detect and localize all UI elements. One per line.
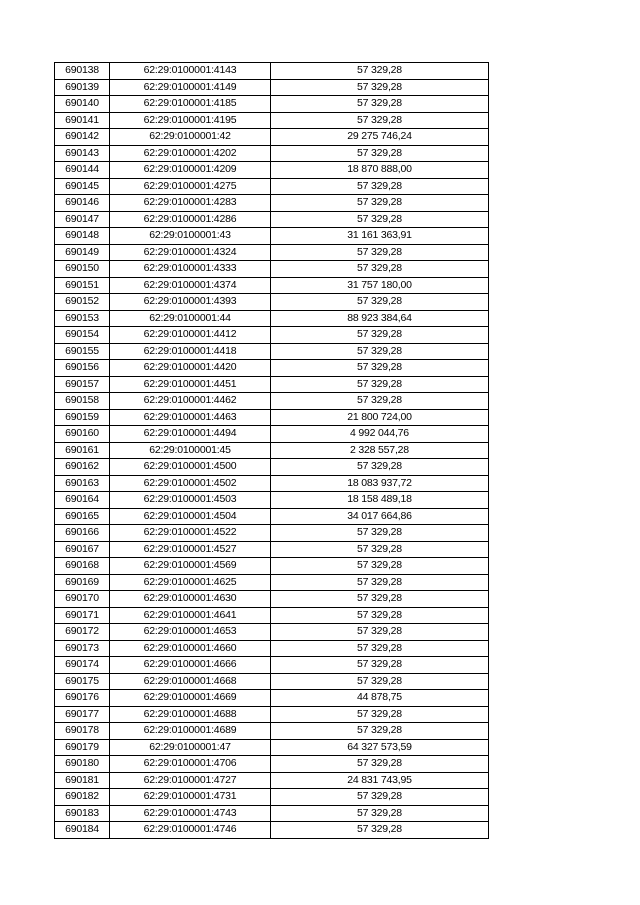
cadastral-value-cell: 57 329,28: [271, 195, 489, 212]
cadastral-value-cell: 57 329,28: [271, 294, 489, 311]
cadastral-value-cell: 57 329,28: [271, 574, 489, 591]
row-number-cell: 690142: [55, 129, 110, 146]
row-number-cell: 690180: [55, 756, 110, 773]
row-number-cell: 690144: [55, 162, 110, 179]
cadastral-value-cell: 88 923 384,64: [271, 310, 489, 327]
cadastral-number-cell: 62:29:0100001:4503: [110, 492, 271, 509]
row-number-cell: 690168: [55, 558, 110, 575]
cadastral-value-cell: 57 329,28: [271, 723, 489, 740]
cadastral-number-cell: 62:29:0100001:44: [110, 310, 271, 327]
row-number-cell: 690156: [55, 360, 110, 377]
cadastral-value-cell: 57 329,28: [271, 63, 489, 80]
row-number-cell: 690143: [55, 145, 110, 162]
cadastral-number-cell: 62:29:0100001:43: [110, 228, 271, 245]
cadastral-value-cell: 57 329,28: [271, 343, 489, 360]
table-row: [55, 541, 489, 558]
cadastral-value-cell: 57 329,28: [271, 640, 489, 657]
row-number-cell: 690176: [55, 690, 110, 707]
row-number-cell: 690167: [55, 541, 110, 558]
cadastral-value-cell: 29 275 746,24: [271, 129, 489, 146]
row-number-cell: 690173: [55, 640, 110, 657]
row-number-cell: 690183: [55, 805, 110, 822]
table-row: [55, 63, 489, 80]
row-number-cell: 690152: [55, 294, 110, 311]
cadastral-number-cell: 62:29:0100001:4324: [110, 244, 271, 261]
cadastral-value-cell: 18 870 888,00: [271, 162, 489, 179]
cadastral-number-cell: 62:29:0100001:4669: [110, 690, 271, 707]
table-row: [55, 706, 489, 723]
cadastral-number-cell: 62:29:0100001:4653: [110, 624, 271, 641]
row-number-cell: 690165: [55, 508, 110, 525]
cadastral-number-cell: 62:29:0100001:4668: [110, 673, 271, 690]
cadastral-number-cell: 62:29:0100001:4275: [110, 178, 271, 195]
cadastral-number-cell: 62:29:0100001:4333: [110, 261, 271, 278]
table-row: [55, 393, 489, 410]
cadastral-value-cell: 57 329,28: [271, 805, 489, 822]
row-number-cell: 690164: [55, 492, 110, 509]
row-number-cell: 690175: [55, 673, 110, 690]
table-row: [55, 376, 489, 393]
cadastral-number-cell: 62:29:0100001:4374: [110, 277, 271, 294]
cadastral-value-cell: 2 328 557,28: [271, 442, 489, 459]
table-row: [55, 475, 489, 492]
cadastral-number-cell: 62:29:0100001:4494: [110, 426, 271, 443]
table-row: [55, 261, 489, 278]
row-number-cell: 690166: [55, 525, 110, 542]
cadastral-number-cell: 62:29:0100001:4195: [110, 112, 271, 129]
table-row: [55, 789, 489, 806]
table-row: [55, 360, 489, 377]
table-row: [55, 442, 489, 459]
cadastral-value-cell: 64 327 573,59: [271, 739, 489, 756]
table-row: [55, 756, 489, 773]
cadastral-value-cell: 57 329,28: [271, 360, 489, 377]
cadastral-number-cell: 62:29:0100001:4463: [110, 409, 271, 426]
cadastral-value-cell: 57 329,28: [271, 96, 489, 113]
cadastral-value-cell: 44 878,75: [271, 690, 489, 707]
table-row: [55, 244, 489, 261]
table-row: [55, 112, 489, 129]
cadastral-number-cell: 62:29:0100001:4143: [110, 63, 271, 80]
cadastral-number-cell: 62:29:0100001:4731: [110, 789, 271, 806]
table-row: [55, 145, 489, 162]
cadastral-value-cell: 57 329,28: [271, 112, 489, 129]
cadastral-value-cell: 18 158 489,18: [271, 492, 489, 509]
row-number-cell: 690179: [55, 739, 110, 756]
cadastral-value-cell: 31 161 363,91: [271, 228, 489, 245]
row-number-cell: 690174: [55, 657, 110, 674]
cadastral-value-cell: 57 329,28: [271, 459, 489, 476]
cadastral-value-cell: 57 329,28: [271, 244, 489, 261]
table-row: [55, 822, 489, 839]
table-row: [55, 558, 489, 575]
cadastral-number-cell: 62:29:0100001:4689: [110, 723, 271, 740]
cadastral-number-cell: 62:29:0100001:4209: [110, 162, 271, 179]
row-number-cell: 690147: [55, 211, 110, 228]
cadastral-value-cell: 34 017 664,86: [271, 508, 489, 525]
row-number-cell: 690140: [55, 96, 110, 113]
table-row: [55, 310, 489, 327]
row-number-cell: 690155: [55, 343, 110, 360]
row-number-cell: 690145: [55, 178, 110, 195]
cadastral-number-cell: 62:29:0100001:4666: [110, 657, 271, 674]
cadastral-number-cell: 62:29:0100001:4522: [110, 525, 271, 542]
cadastral-value-cell: 57 329,28: [271, 607, 489, 624]
table-row: [55, 508, 489, 525]
cadastral-number-cell: 62:29:0100001:4727: [110, 772, 271, 789]
row-number-cell: 690181: [55, 772, 110, 789]
table-row: [55, 805, 489, 822]
row-number-cell: 690177: [55, 706, 110, 723]
row-number-cell: 690154: [55, 327, 110, 344]
cadastral-number-cell: 62:29:0100001:47: [110, 739, 271, 756]
row-number-cell: 690182: [55, 789, 110, 806]
cadastral-number-cell: 62:29:0100001:4569: [110, 558, 271, 575]
cadastral-number-cell: 62:29:0100001:4283: [110, 195, 271, 212]
cadastral-number-cell: 62:29:0100001:4630: [110, 591, 271, 608]
row-number-cell: 690158: [55, 393, 110, 410]
cadastral-number-cell: 62:29:0100001:45: [110, 442, 271, 459]
row-number-cell: 690153: [55, 310, 110, 327]
row-number-cell: 690157: [55, 376, 110, 393]
row-number-cell: 690138: [55, 63, 110, 80]
table-row: [55, 690, 489, 707]
table-row: [55, 492, 489, 509]
cadastral-value-cell: 24 831 743,95: [271, 772, 489, 789]
cadastral-number-cell: 62:29:0100001:4286: [110, 211, 271, 228]
row-number-cell: 690150: [55, 261, 110, 278]
table-row: [55, 343, 489, 360]
cadastral-value-cell: 57 329,28: [271, 79, 489, 96]
row-number-cell: 690161: [55, 442, 110, 459]
cadastral-value-cell: 57 329,28: [271, 211, 489, 228]
table-row: [55, 525, 489, 542]
table-row: [55, 574, 489, 591]
table-row: [55, 162, 489, 179]
cadastral-value-cell: 57 329,28: [271, 591, 489, 608]
cadastral-value-cell: 57 329,28: [271, 376, 489, 393]
row-number-cell: 690172: [55, 624, 110, 641]
cadastral-number-cell: 62:29:0100001:4706: [110, 756, 271, 773]
cadastral-number-cell: 62:29:0100001:4527: [110, 541, 271, 558]
cadastral-value-cell: 57 329,28: [271, 657, 489, 674]
row-number-cell: 690184: [55, 822, 110, 839]
cadastral-value-cell: 21 800 724,00: [271, 409, 489, 426]
cadastral-number-cell: 62:29:0100001:4149: [110, 79, 271, 96]
cadastral-number-cell: 62:29:0100001:4462: [110, 393, 271, 410]
cadastral-value-cell: 57 329,28: [271, 525, 489, 542]
cadastral-value-cell: 57 329,28: [271, 261, 489, 278]
table-row: [55, 129, 489, 146]
table-row: [55, 211, 489, 228]
table-row: [55, 459, 489, 476]
row-number-cell: 690171: [55, 607, 110, 624]
cadastral-number-cell: 62:29:0100001:4393: [110, 294, 271, 311]
cadastral-value-cell: 57 329,28: [271, 756, 489, 773]
table-body: [55, 63, 489, 839]
table-row: [55, 640, 489, 657]
cadastral-number-cell: 62:29:0100001:4641: [110, 607, 271, 624]
row-number-cell: 690151: [55, 277, 110, 294]
cadastral-number-cell: 62:29:0100001:4625: [110, 574, 271, 591]
table-row: [55, 294, 489, 311]
cadastral-number-cell: 62:29:0100001:4420: [110, 360, 271, 377]
table-row: [55, 426, 489, 443]
row-number-cell: 690169: [55, 574, 110, 591]
table-row: [55, 178, 489, 195]
row-number-cell: 690160: [55, 426, 110, 443]
cadastral-value-cell: 57 329,28: [271, 327, 489, 344]
cadastral-value-cell: 57 329,28: [271, 558, 489, 575]
cadastral-number-cell: 62:29:0100001:4412: [110, 327, 271, 344]
row-number-cell: 690139: [55, 79, 110, 96]
cadastral-value-cell: 57 329,28: [271, 822, 489, 839]
table-row: [55, 739, 489, 756]
row-number-cell: 690148: [55, 228, 110, 245]
cadastral-number-cell: 62:29:0100001:4746: [110, 822, 271, 839]
row-number-cell: 690141: [55, 112, 110, 129]
table-row: [55, 607, 489, 624]
cadastral-value-cell: 57 329,28: [271, 624, 489, 641]
cadastral-value-cell: 18 083 937,72: [271, 475, 489, 492]
cadastral-number-cell: 62:29:0100001:4185: [110, 96, 271, 113]
cadastral-value-cell: 57 329,28: [271, 178, 489, 195]
table-row: [55, 772, 489, 789]
row-number-cell: 690159: [55, 409, 110, 426]
cadastral-number-cell: 62:29:0100001:4504: [110, 508, 271, 525]
cadastral-number-cell: 62:29:0100001:4418: [110, 343, 271, 360]
cadastral-value-cell: 57 329,28: [271, 393, 489, 410]
table-row: [55, 409, 489, 426]
row-number-cell: 690146: [55, 195, 110, 212]
cadastral-value-cell: 57 329,28: [271, 541, 489, 558]
cadastral-value-cell: 31 757 180,00: [271, 277, 489, 294]
table-row: [55, 327, 489, 344]
cadastral-value-cell: 57 329,28: [271, 145, 489, 162]
cadastral-number-cell: 62:29:0100001:4502: [110, 475, 271, 492]
table-row: [55, 277, 489, 294]
table-row: [55, 723, 489, 740]
cadastral-number-cell: 62:29:0100001:4451: [110, 376, 271, 393]
cadastral-number-cell: 62:29:0100001:4688: [110, 706, 271, 723]
row-number-cell: 690163: [55, 475, 110, 492]
row-number-cell: 690170: [55, 591, 110, 608]
table-row: [55, 591, 489, 608]
cadastral-value-table: [54, 62, 489, 839]
table-row: [55, 673, 489, 690]
cadastral-number-cell: 62:29:0100001:4202: [110, 145, 271, 162]
row-number-cell: 690178: [55, 723, 110, 740]
table-row: [55, 79, 489, 96]
cadastral-value-cell: 57 329,28: [271, 673, 489, 690]
cadastral-number-cell: 62:29:0100001:4743: [110, 805, 271, 822]
cadastral-number-cell: 62:29:0100001:4500: [110, 459, 271, 476]
row-number-cell: 690162: [55, 459, 110, 476]
table-row: [55, 96, 489, 113]
cadastral-number-cell: 62:29:0100001:42: [110, 129, 271, 146]
table-row: [55, 624, 489, 641]
cadastral-value-cell: 4 992 044,76: [271, 426, 489, 443]
cadastral-number-cell: 62:29:0100001:4660: [110, 640, 271, 657]
table-row: [55, 228, 489, 245]
table-row: [55, 195, 489, 212]
table-row: [55, 657, 489, 674]
row-number-cell: 690149: [55, 244, 110, 261]
cadastral-value-cell: 57 329,28: [271, 706, 489, 723]
cadastral-value-cell: 57 329,28: [271, 789, 489, 806]
